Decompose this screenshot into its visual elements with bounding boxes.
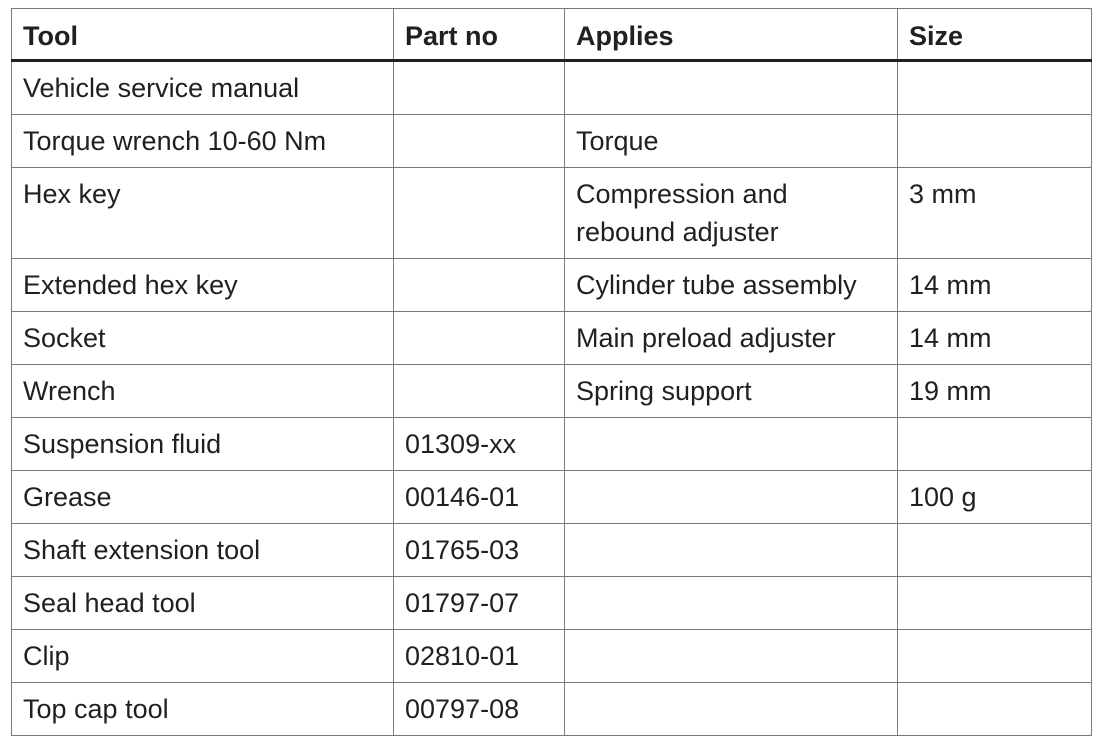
cell-size: 3 mm	[898, 168, 1092, 259]
table-row	[12, 683, 1092, 736]
header-applies: Applies	[565, 9, 898, 61]
cell-applies: Main preload adjuster	[565, 312, 898, 365]
cell-size: 14 mm	[898, 312, 1092, 365]
cell-tool: Shaft extension tool	[12, 524, 394, 577]
table-row	[12, 524, 1092, 577]
cell-size	[898, 418, 1092, 471]
cell-size	[898, 630, 1092, 683]
cell-tool: Grease	[12, 471, 394, 524]
cell-size	[898, 61, 1092, 115]
cell-applies: Torque	[565, 115, 898, 168]
tools-table	[11, 8, 1092, 736]
cell-part-no: 00146-01	[394, 471, 565, 524]
table-row	[12, 115, 1092, 168]
cell-applies	[565, 61, 898, 115]
cell-part-no: 02810-01	[394, 630, 565, 683]
table-row	[12, 61, 1092, 115]
cell-size: 19 mm	[898, 365, 1092, 418]
table-row	[12, 168, 1092, 259]
cell-part-no	[394, 259, 565, 312]
cell-tool: Extended hex key	[12, 259, 394, 312]
cell-applies: Spring support	[565, 365, 898, 418]
cell-applies	[565, 471, 898, 524]
cell-size	[898, 683, 1092, 736]
cell-part-no	[394, 168, 565, 259]
header-tool: Tool	[12, 9, 394, 61]
table-row	[12, 312, 1092, 365]
cell-applies	[565, 418, 898, 471]
cell-part-no	[394, 61, 565, 115]
table-row	[12, 471, 1092, 524]
cell-applies	[565, 577, 898, 630]
cell-size	[898, 115, 1092, 168]
cell-tool: Hex key	[12, 168, 394, 259]
table-row	[12, 630, 1092, 683]
cell-part-no: 01309-xx	[394, 418, 565, 471]
cell-size	[898, 524, 1092, 577]
cell-tool: Wrench	[12, 365, 394, 418]
cell-applies	[565, 630, 898, 683]
table-header	[12, 9, 1092, 61]
header-part-no: Part no	[394, 9, 565, 61]
header-row	[12, 9, 1092, 61]
cell-applies: Compression and rebound adjuster	[565, 168, 898, 259]
table-row	[12, 365, 1092, 418]
cell-tool: Vehicle service manual	[12, 61, 394, 115]
cell-part-no: 01797-07	[394, 577, 565, 630]
cell-tool: Clip	[12, 630, 394, 683]
cell-applies: Cylinder tube assembly	[565, 259, 898, 312]
table-body	[12, 61, 1092, 736]
cell-size: 100 g	[898, 471, 1092, 524]
table-row	[12, 418, 1092, 471]
cell-tool: Top cap tool	[12, 683, 394, 736]
cell-size	[898, 577, 1092, 630]
cell-tool: Suspension fluid	[12, 418, 394, 471]
table-row	[12, 577, 1092, 630]
cell-tool: Socket	[12, 312, 394, 365]
cell-part-no	[394, 115, 565, 168]
cell-applies	[565, 524, 898, 577]
cell-size: 14 mm	[898, 259, 1092, 312]
cell-part-no	[394, 312, 565, 365]
cell-applies	[565, 683, 898, 736]
cell-part-no: 01765-03	[394, 524, 565, 577]
cell-tool: Seal head tool	[12, 577, 394, 630]
cell-part-no	[394, 365, 565, 418]
table-row	[12, 259, 1092, 312]
header-size: Size	[898, 9, 1092, 61]
cell-part-no: 00797-08	[394, 683, 565, 736]
cell-tool: Torque wrench 10-60 Nm	[12, 115, 394, 168]
